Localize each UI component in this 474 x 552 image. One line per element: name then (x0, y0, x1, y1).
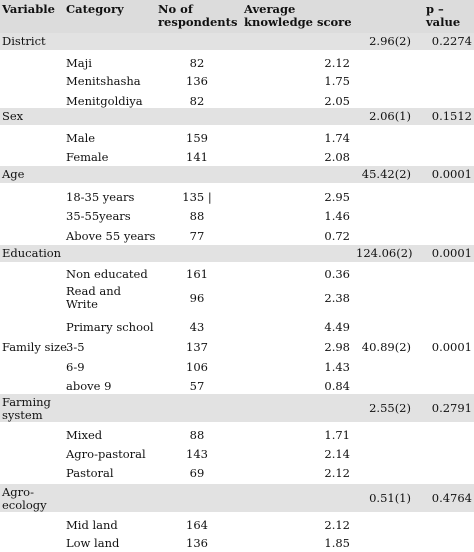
cell-p-value: 0.2274 (431, 34, 472, 48)
table-row (0, 53, 474, 73)
cell-category: Menitgoldiya (66, 94, 143, 108)
cell-knowledge-score: 2.05 (324, 94, 350, 108)
cell-category: Male (66, 131, 96, 145)
cell-knowledge-score: 4.49 (324, 320, 350, 334)
cell-p-value: 0.0001 (431, 167, 472, 181)
table-row (0, 515, 474, 535)
cell-knowledge-score: 0.84 (324, 379, 350, 393)
header-knowledge-score: Average knowledge score (244, 2, 352, 29)
table-row (0, 463, 474, 483)
table-row (0, 71, 474, 91)
cell-category: 18-35 years (66, 190, 135, 204)
table-row (0, 108, 474, 125)
table-row (0, 187, 474, 207)
header-variable: Variable (2, 2, 55, 16)
cell-chi-square: 40.89(2) (361, 340, 411, 354)
cell-respondents: 43 (189, 320, 205, 334)
cell-respondents: 69 (189, 466, 205, 480)
cell-category: Primary school (66, 320, 154, 334)
header-category: Category (66, 2, 124, 16)
cell-variable: District (2, 34, 46, 48)
table-row (0, 317, 474, 337)
table-row (0, 357, 474, 377)
table-row (0, 128, 474, 148)
cell-chi-square: 2.96(2) (369, 34, 411, 48)
header-p-value: p –value (426, 2, 461, 29)
table-row (0, 226, 474, 246)
cell-knowledge-score: 2.12 (324, 518, 350, 532)
cell-respondents: 88 (189, 209, 205, 223)
cell-chi-square: 2.06(1) (369, 109, 411, 123)
cell-knowledge-score: 0.72 (324, 229, 350, 243)
cell-respondents: 82 (189, 94, 205, 108)
cell-category: Pastoral (66, 466, 114, 480)
header-respondents: No of respondents (158, 2, 238, 29)
cell-category: Low land (66, 536, 120, 550)
cell-knowledge-score: 2.38 (324, 291, 350, 305)
table-row (0, 264, 474, 284)
cell-respondents: 82 (189, 56, 205, 70)
table-row (0, 425, 474, 445)
cell-respondents: 161 (186, 267, 208, 281)
cell-p-value: 0.1512 (431, 109, 472, 123)
table-row (0, 206, 474, 226)
cell-respondents: 57 (189, 379, 205, 393)
cell-category: Non educated (66, 267, 148, 281)
cell-knowledge-score: 1.46 (324, 209, 350, 223)
cell-category: Female (66, 150, 109, 164)
cell-chi-square: 0.51(1) (369, 491, 411, 505)
cell-category: Agro-pastoral (66, 447, 146, 461)
table-row (0, 484, 474, 512)
cell-category: above 9 (66, 379, 112, 393)
cell-category: Above 55 years (66, 229, 156, 243)
cell-p-value: 0.2791 (431, 401, 472, 415)
table-row (0, 147, 474, 167)
cell-variable: Sex (2, 109, 24, 123)
table-row (0, 535, 474, 552)
cell-knowledge-score: 0.36 (324, 267, 350, 281)
cell-respondents: 164 (186, 518, 208, 532)
cell-variable: Family size (2, 340, 67, 354)
cell-category: 6-9 (66, 360, 85, 374)
cell-chi-square: 2.55(2) (369, 401, 411, 415)
cell-respondents: 96 (189, 291, 205, 305)
cell-knowledge-score: 2.14 (324, 447, 350, 461)
cell-category: 3-5 (66, 340, 85, 354)
cell-knowledge-score: 2.08 (324, 150, 350, 164)
cell-knowledge-score: 1.85 (324, 536, 350, 550)
cell-category: Mixed (66, 428, 103, 442)
cell-category: Mid land (66, 518, 118, 532)
cell-knowledge-score: 1.43 (324, 360, 350, 374)
cell-knowledge-score: 2.95 (324, 190, 350, 204)
table-row (0, 394, 474, 422)
cell-category: 35-55years (66, 209, 131, 223)
cell-respondents: 77 (189, 229, 205, 243)
cell-p-value: 0.4764 (431, 491, 472, 505)
cell-category: Read and Write (66, 284, 121, 311)
table-header (0, 0, 474, 33)
cell-knowledge-score: 2.12 (324, 56, 350, 70)
table-row (0, 166, 474, 183)
cell-chi-square: 45.42(2) (361, 167, 411, 181)
cell-respondents: 143 (186, 447, 208, 461)
cell-variable: Age (2, 167, 25, 181)
cell-respondents: 106 (186, 360, 208, 374)
cell-variable: Education (2, 246, 62, 260)
cell-knowledge-score: 1.75 (324, 74, 350, 88)
cell-respondents: 136 (186, 536, 208, 550)
table-row (0, 33, 474, 50)
cell-variable: Farming system (2, 395, 51, 422)
cell-chi-square: 124.06(2) (356, 246, 413, 260)
cell-respondents: 141 (186, 150, 208, 164)
cell-p-value: 0.0001 (431, 246, 472, 260)
cell-knowledge-score: 1.74 (324, 131, 350, 145)
table-row (0, 283, 474, 313)
cell-respondents: 137 (186, 340, 208, 354)
cell-knowledge-score: 1.71 (324, 428, 350, 442)
cell-category: Maji (66, 56, 92, 70)
cell-respondents: 135 | (182, 190, 212, 204)
table-row (0, 245, 474, 262)
cell-knowledge-score: 2.12 (324, 466, 350, 480)
cell-category: Menitshasha (66, 74, 141, 88)
cell-respondents: 88 (189, 428, 205, 442)
table-row (0, 376, 474, 396)
table-row (0, 337, 474, 357)
cell-knowledge-score: 2.98 (324, 340, 350, 354)
cell-variable: Agro-ecology (2, 485, 47, 512)
cell-p-value: 0.0001 (431, 340, 472, 354)
cell-respondents: 136 (186, 74, 208, 88)
cell-respondents: 159 (186, 131, 208, 145)
table-row (0, 444, 474, 464)
